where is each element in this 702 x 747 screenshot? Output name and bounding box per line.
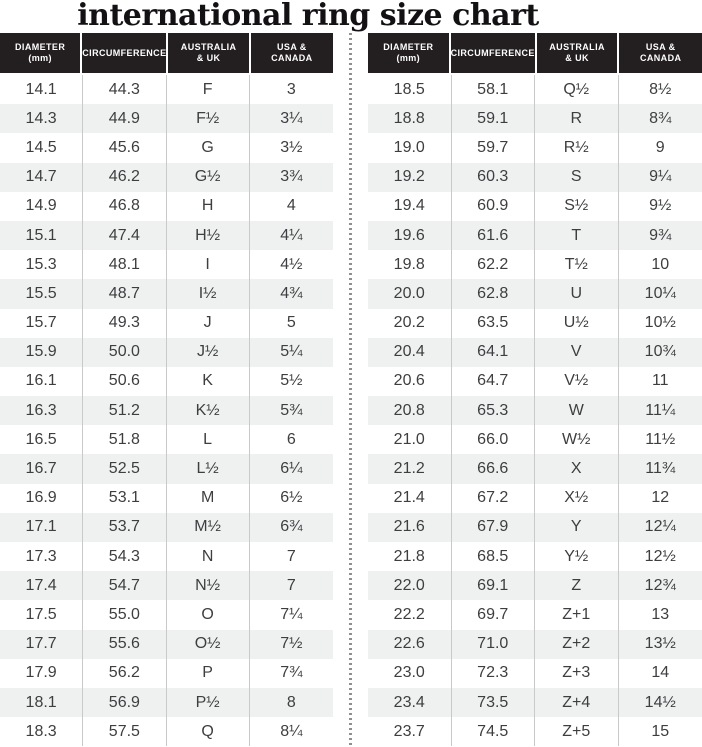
table-cell: P [167,659,250,688]
table-cell: 47.4 [83,221,166,250]
table-cell: X [535,454,619,483]
table-cell: 15.5 [0,279,83,308]
table-row [0,454,333,483]
table-cell: 14.9 [0,192,83,221]
table-cell: 5 [286,314,296,332]
table-cell: V½ [535,367,619,396]
table-cell: Z+2 [535,630,619,659]
table-cell: U½ [535,309,619,338]
table-cell: I½ [167,279,250,308]
table-cell: 23.0 [368,659,452,688]
table-cell: 12¾ [644,576,676,594]
table-cell: 50.0 [83,338,166,367]
table-cell: L½ [167,454,250,483]
table-cell: 9¾ [649,226,672,244]
table-cell: 61.6 [452,221,536,250]
table-cell: 55.0 [83,600,166,629]
table-cell: 74.5 [452,717,536,746]
table-row [368,484,702,513]
table-cell: 6½ [280,489,303,507]
table-cell: 23.7 [368,717,452,746]
table-cell: 8¼ [280,722,303,740]
table-cell: P½ [167,688,250,717]
table-cell: Z [535,571,619,600]
table-cell: 15.1 [0,221,83,250]
table-cell: 16.5 [0,425,83,454]
table-cell: 3 [286,80,296,98]
dotted-divider [349,33,352,747]
table-cell: Z+4 [535,688,619,717]
table-cell: 62.2 [452,250,536,279]
table-cell: W [535,396,619,425]
table-row [368,221,702,250]
table-cell: 48.1 [83,250,166,279]
table-cell: 18.1 [0,688,83,717]
table-cell: R [535,104,619,133]
table-cell: 46.8 [83,192,166,221]
ring-size-table-right [368,33,702,747]
table-cell: 13 [651,605,670,623]
table-cell: N½ [167,571,250,600]
table-cell: 53.1 [83,484,166,513]
table-row [0,163,333,192]
column-header-label: USA & [645,42,676,52]
table-row [0,250,333,279]
column-header-label: DIAMETER [15,42,66,52]
table-cell: 21.0 [368,425,452,454]
table-cell: S [535,163,619,192]
table-cell: 59.1 [452,104,536,133]
table-cell: 66.6 [452,454,536,483]
table-cell: G½ [167,163,250,192]
table-cell: 18.8 [368,104,452,133]
table-row [0,484,333,513]
table-cell: 14.7 [0,163,83,192]
table-cell: 16.3 [0,396,83,425]
table-cell: 19.2 [368,163,452,192]
table-row [368,163,702,192]
table-cell: 9¼ [649,168,672,186]
table-cell: 5¼ [280,343,303,361]
table-cell: 67.2 [452,484,536,513]
table-cell: K [167,367,250,396]
table-row [368,192,702,221]
table-cell: Y [535,513,619,542]
column-header-australia-uk [537,33,620,73]
table-cell: 59.7 [452,133,536,162]
table-row [368,571,702,600]
table-cell: 7 [286,547,296,565]
table-cell: 7½ [280,635,303,653]
table-cell: 56.9 [83,688,166,717]
table-cell: 8½ [649,80,672,98]
table-row [0,104,333,133]
table-row [368,542,702,571]
page-title: international ring size chart [77,0,539,33]
table-cell: Z+5 [535,717,619,746]
table-cell: R½ [535,133,619,162]
table-cell: O½ [167,630,250,659]
table-row [0,367,333,396]
table-cell: T½ [535,250,619,279]
table-cell: 12 [651,489,670,507]
table-header-row [368,33,702,73]
table-cell: Q [167,717,250,746]
table-cell: 4¼ [280,226,303,244]
column-header-sublabel: CANADA [639,53,682,63]
table-cell: 64.7 [452,367,536,396]
table-row [368,630,702,659]
column-header-label: CIRCUMFERENCE [82,47,167,58]
table-cell: I [167,250,250,279]
table-cell: 14½ [644,693,676,711]
table-cell: 44.3 [83,75,166,104]
table-cell: 11¾ [645,460,676,478]
table-row [0,192,333,221]
table-cell: 60.9 [452,192,536,221]
table-cell: Z+3 [535,659,619,688]
table-cell: 22.6 [368,630,452,659]
table-cell: 60.3 [452,163,536,192]
table-cell: 16.7 [0,454,83,483]
table-cell: 20.2 [368,309,452,338]
table-cell: F [167,75,250,104]
table-cell: 51.2 [83,396,166,425]
table-cell: 11¼ [645,401,676,419]
table-row [368,75,702,104]
table-cell: M½ [167,513,250,542]
table-cell: 10½ [644,314,676,332]
table-cell: H½ [167,221,250,250]
table-row [0,338,333,367]
table-cell: 4¾ [280,284,303,302]
table-row [368,279,702,308]
table-cell: 58.1 [452,75,536,104]
ring-size-table-left [0,33,333,747]
table-cell: 4½ [280,255,303,273]
table-cell: 56.2 [83,659,166,688]
table-row [0,133,333,162]
table-cell: 21.4 [368,484,452,513]
table-cell: 20.4 [368,338,452,367]
table-cell: 67.9 [452,513,536,542]
table-row [0,630,333,659]
table-row [368,425,702,454]
table-cell: 6 [286,430,296,448]
table-cell: M [167,484,250,513]
column-header-label: CIRCUMFERENCE [450,47,535,58]
table-cell: 8¾ [649,109,672,127]
table-cell: Y½ [535,542,619,571]
table-cell: 63.5 [452,309,536,338]
table-cell: 9 [655,138,665,156]
table-cell: H [167,192,250,221]
column-header-circumference [451,33,537,73]
table-cell: 55.6 [83,630,166,659]
table-cell: 48.7 [83,279,166,308]
table-cell: 11½ [645,430,676,448]
table-header-row [0,33,333,73]
table-cell: T [535,221,619,250]
table-cell: V [535,338,619,367]
table-cell: 69.7 [452,600,536,629]
table-row [0,425,333,454]
table-cell: 17.4 [0,571,83,600]
table-cell: 5½ [280,372,303,390]
column-header-sublabel: & UK [565,53,589,63]
table-row [0,600,333,629]
table-cell: J½ [167,338,250,367]
table-cell: 15 [651,722,670,740]
table-cell: K½ [167,396,250,425]
tables-area [0,33,702,747]
table-cell: 10 [651,255,670,273]
table-cell: 13½ [644,635,676,653]
column-header-usa-canada [251,33,333,73]
table-row [368,717,702,746]
table-row [368,309,702,338]
title-bar [0,0,702,33]
table-cell: 22.0 [368,571,452,600]
table-cell: 21.8 [368,542,452,571]
table-cell: 20.6 [368,367,452,396]
table-cell: 65.3 [452,396,536,425]
table-row [368,600,702,629]
table-cell: 69.1 [452,571,536,600]
table-cell: 50.6 [83,367,166,396]
column-header-sublabel: CANADA [271,53,313,63]
table-row [0,542,333,571]
table-cell: 15.3 [0,250,83,279]
table-cell: Z+1 [535,600,619,629]
table-cell: O [167,600,250,629]
column-header-diameter [368,33,451,73]
table-cell: 68.5 [452,542,536,571]
column-header-sublabel: & UK [196,53,221,63]
table-row [0,717,333,746]
table-row [368,338,702,367]
table-row [0,221,333,250]
table-cell: 21.2 [368,454,452,483]
table-row [0,309,333,338]
table-cell: Q½ [535,75,619,104]
table-cell: 10¾ [644,343,676,361]
column-header-circumference [82,33,168,73]
table-row [368,454,702,483]
table-cell: 73.5 [452,688,536,717]
table-cell: 10¼ [644,284,676,302]
table-cell: 18.5 [368,75,452,104]
table-cell: 23.4 [368,688,452,717]
table-cell: 53.7 [83,513,166,542]
column-header-usa-canada [619,33,702,73]
column-header-australia-uk [168,33,250,73]
table-cell: 17.1 [0,513,83,542]
table-cell: J [167,309,250,338]
table-cell: 20.8 [368,396,452,425]
table-cell: X½ [535,484,619,513]
table-cell: 72.3 [452,659,536,688]
table-cell: 22.2 [368,600,452,629]
table-cell: F½ [167,104,250,133]
table-cell: 6¾ [280,518,303,536]
table-row [0,513,333,542]
table-row [0,688,333,717]
table-cell: 19.6 [368,221,452,250]
table-cell: N [167,542,250,571]
column-header-label: USA & [277,42,307,52]
table-row [0,279,333,308]
table-cell: 62.8 [452,279,536,308]
table-cell: 71.0 [452,630,536,659]
column-header-label: AUSTRALIA [180,42,237,52]
table-row [368,513,702,542]
table-cell: U [535,279,619,308]
table-cell: 16.1 [0,367,83,396]
table-row [0,75,333,104]
table-cell: 45.6 [83,133,166,162]
column-header-sublabel: (mm) [396,53,421,63]
table-cell: 7¼ [280,605,303,623]
table-row [0,571,333,600]
table-body [368,75,702,747]
table-cell: 17.7 [0,630,83,659]
table-row [368,688,702,717]
table-cell: 44.9 [83,104,166,133]
table-cell: 14.3 [0,104,83,133]
table-cell: 51.8 [83,425,166,454]
table-cell: 54.3 [83,542,166,571]
table-cell: 14 [651,664,670,682]
table-cell: 54.7 [83,571,166,600]
table-row [368,367,702,396]
table-cell: G [167,133,250,162]
table-cell: 6¼ [280,460,303,478]
table-cell: 20.0 [368,279,452,308]
table-cell: 3¼ [280,109,303,127]
table-cell: 12½ [644,547,676,565]
table-cell: 9½ [649,197,672,215]
table-row [0,396,333,425]
table-cell: 17.5 [0,600,83,629]
table-cell: 66.0 [452,425,536,454]
table-cell: 18.3 [0,717,83,746]
table-body [0,75,333,747]
table-cell: 19.0 [368,133,452,162]
table-cell: 21.6 [368,513,452,542]
table-row [0,659,333,688]
table-cell: 64.1 [452,338,536,367]
table-cell: 12¼ [644,518,676,536]
table-cell: 8 [286,693,296,711]
table-cell: 19.8 [368,250,452,279]
column-header-label: DIAMETER [383,42,434,52]
column-header-label: AUSTRALIA [549,42,605,52]
table-cell: 57.5 [83,717,166,746]
table-cell: 7 [286,576,296,594]
table-cell: 14.1 [0,75,83,104]
table-cell: W½ [535,425,619,454]
table-row [368,104,702,133]
table-cell: 19.4 [368,192,452,221]
table-cell: 46.2 [83,163,166,192]
table-cell: 52.5 [83,454,166,483]
table-cell: 11 [651,372,669,390]
table-cell: L [167,425,250,454]
table-cell: 4 [286,197,296,215]
table-cell: 17.9 [0,659,83,688]
table-cell: 15.9 [0,338,83,367]
divider-gap [333,33,368,747]
table-cell: 49.3 [83,309,166,338]
table-cell: 16.9 [0,484,83,513]
column-header-diameter [0,33,82,73]
table-row [368,659,702,688]
table-cell: 3¾ [280,168,303,186]
table-cell: 3½ [280,138,303,156]
table-cell: 5¾ [280,401,303,419]
table-cell: 14.5 [0,133,83,162]
table-cell: 7¾ [280,664,303,682]
column-header-sublabel: (mm) [28,53,52,63]
table-row [368,133,702,162]
table-cell: 15.7 [0,309,83,338]
table-row [368,250,702,279]
table-row [368,396,702,425]
table-cell: S½ [535,192,619,221]
table-cell: 17.3 [0,542,83,571]
